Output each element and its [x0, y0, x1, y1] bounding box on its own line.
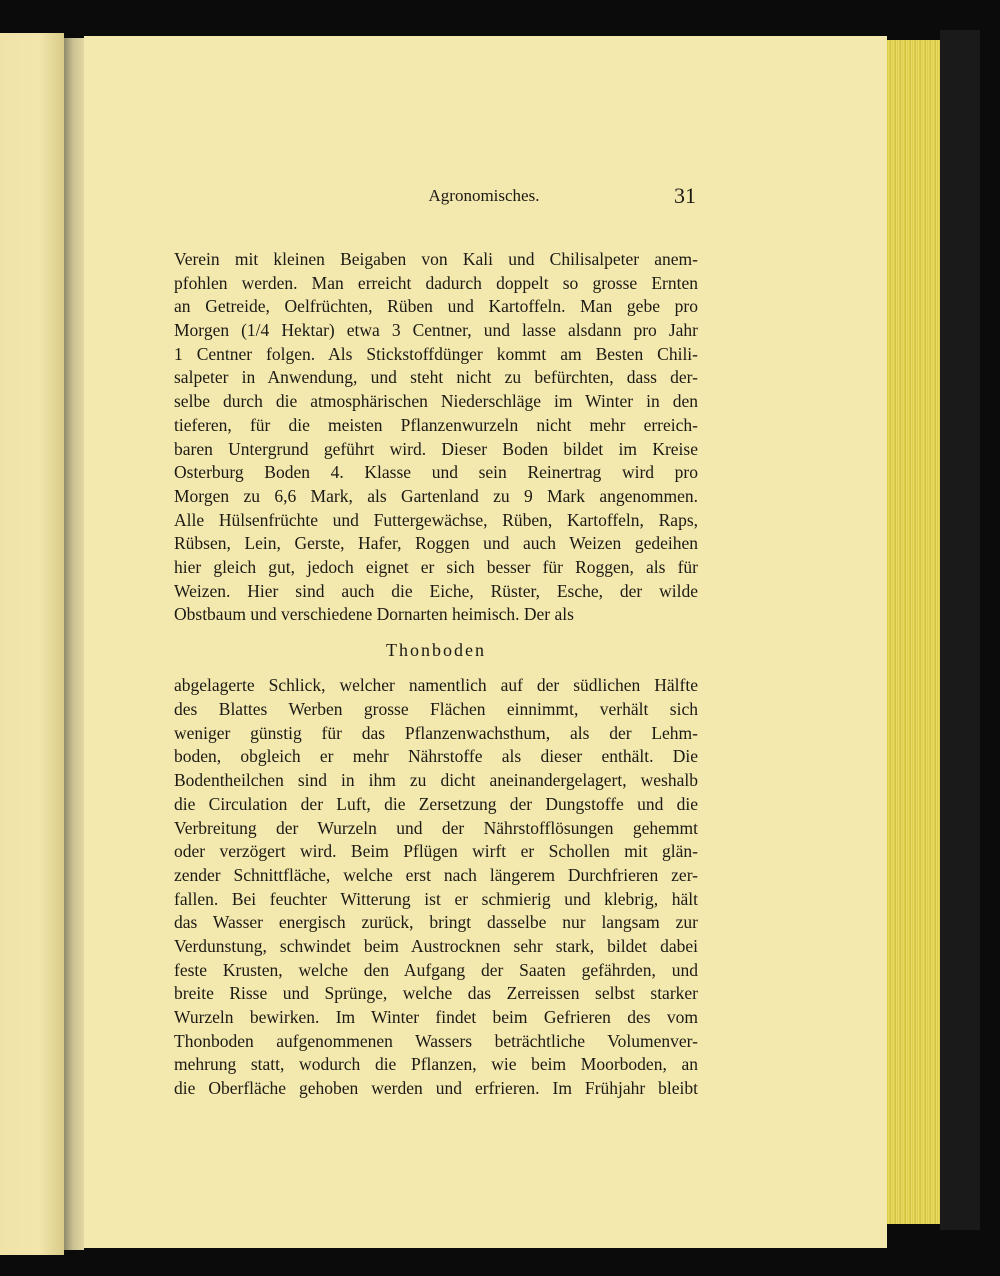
- running-head: Agronomisches.: [428, 186, 540, 205]
- section-heading: Thonboden: [386, 640, 486, 660]
- text-line: Verein mit kleinen Beigaben von Kali und Chilisalpeter anem-: [174, 249, 698, 269]
- text-line: das Wasser energisch zurück, bringt dasselbe nur langsam zur: [174, 912, 698, 933]
- text-line: fallen. Bei feuchter Witterung ist er schmierig und klebrig, hält: [174, 888, 698, 909]
- text-line: Morgen (1/4 Hektar) etwa 3 Centner, und lasse alsdann pro Jahr: [174, 320, 698, 341]
- text-line: Osterburg Boden 4. Klasse und sein Reinertrag wird pro: [174, 462, 698, 483]
- book-gutter: [64, 38, 84, 1250]
- text-line: hier gleich gut, jedoch eignet er sich besser für Roggen, als für: [174, 556, 698, 577]
- text-line: weniger günstig für das Pflanzenwachsthum, als der Lehm-: [174, 722, 698, 743]
- text-line: Rübsen, Lein, Gerste, Hafer, Roggen und auch Weizen gedeihen: [174, 533, 698, 554]
- page-edges: [887, 40, 940, 1224]
- paragraph: [174, 248, 698, 627]
- text-line: Verbreitung der Wurzeln und der Nährstofflösungen gehemmt: [174, 817, 698, 838]
- text-line: selbe durch die atmosphärischen Niederschläge im Winter in den: [174, 391, 698, 412]
- page-number: 31: [674, 183, 696, 208]
- text-line: mehrung statt, wodurch die Pflanzen, wie beim Moorboden, an: [174, 1054, 698, 1075]
- text-line: des Blattes Werben grosse Flächen einnimmt, verhält sich: [174, 699, 698, 720]
- text-line: die Oberfläche gehoben werden und erfrieren. Im Frühjahr bleibt: [174, 1078, 698, 1099]
- paragraph: [174, 674, 698, 1100]
- text-line: Alle Hülsenfrüchte und Futtergewächse, Rüben, Kartoffeln, Raps,: [174, 509, 698, 530]
- text-line: Bodentheilchen sind in ihm zu dicht aneinandergelagert, weshalb: [174, 770, 698, 791]
- text-line: abgelagerte Schlick, welcher namentlich auf der südlichen Hälfte: [174, 675, 698, 696]
- page-header: [84, 183, 887, 213]
- text-line: Verdunstung, schwindet beim Austrocknen sehr stark, bildet dabei: [174, 935, 698, 956]
- text-line: salpeter in Anwendung, und steht nicht zu befürchten, dass der-: [174, 367, 698, 388]
- text-line: pfohlen werden. Man erreicht dadurch doppelt so grosse Ernten: [174, 272, 698, 293]
- book-page: [84, 36, 887, 1248]
- text-line: Obstbaum und verschiedene Dornarten heimisch. Der als: [174, 604, 574, 625]
- text-line: Thonboden aufgenommenen Wassers beträchtliche Volumenver-: [174, 1030, 698, 1051]
- body-text: [174, 248, 698, 1101]
- book-cover: [940, 30, 980, 1230]
- text-line: an Getreide, Oelfrüchten, Rüben und Kartoffeln. Man gebe pro: [174, 296, 698, 317]
- text-line: die Circulation der Luft, die Zersetzung der Dungstoffe und die: [174, 793, 698, 814]
- text-line: feste Krusten, welche den Aufgang der Saaten gefährden, und: [174, 959, 698, 980]
- text-line: Wurzeln bewirken. Im Winter findet beim Gefrieren des vom: [174, 1007, 698, 1028]
- text-line: boden, obgleich er mehr Nährstoffe als dieser enthält. Die: [174, 746, 698, 767]
- text-line: oder verzögert wird. Beim Pflügen wirft er Schollen mit glän-: [174, 841, 698, 862]
- left-page-edge: [0, 33, 64, 1255]
- text-line: zender Schnittfläche, welche erst nach längerem Durchfrieren zer-: [174, 864, 698, 885]
- text-line: Weizen. Hier sind auch die Eiche, Rüster, Esche, der wilde: [174, 580, 698, 601]
- text-line: Morgen zu 6,6 Mark, als Gartenland zu 9 Mark angenommen.: [174, 485, 698, 506]
- text-line: tieferen, für die meisten Pflanzenwurzeln nicht mehr erreich-: [174, 414, 698, 435]
- text-line: 1 Centner folgen. Als Stickstoffdünger kommt am Besten Chili-: [174, 343, 698, 364]
- text-line: baren Untergrund geführt wird. Dieser Boden bildet im Kreise: [174, 438, 698, 459]
- text-line: breite Risse und Sprünge, welche das Zerreissen selbst starker: [174, 983, 698, 1004]
